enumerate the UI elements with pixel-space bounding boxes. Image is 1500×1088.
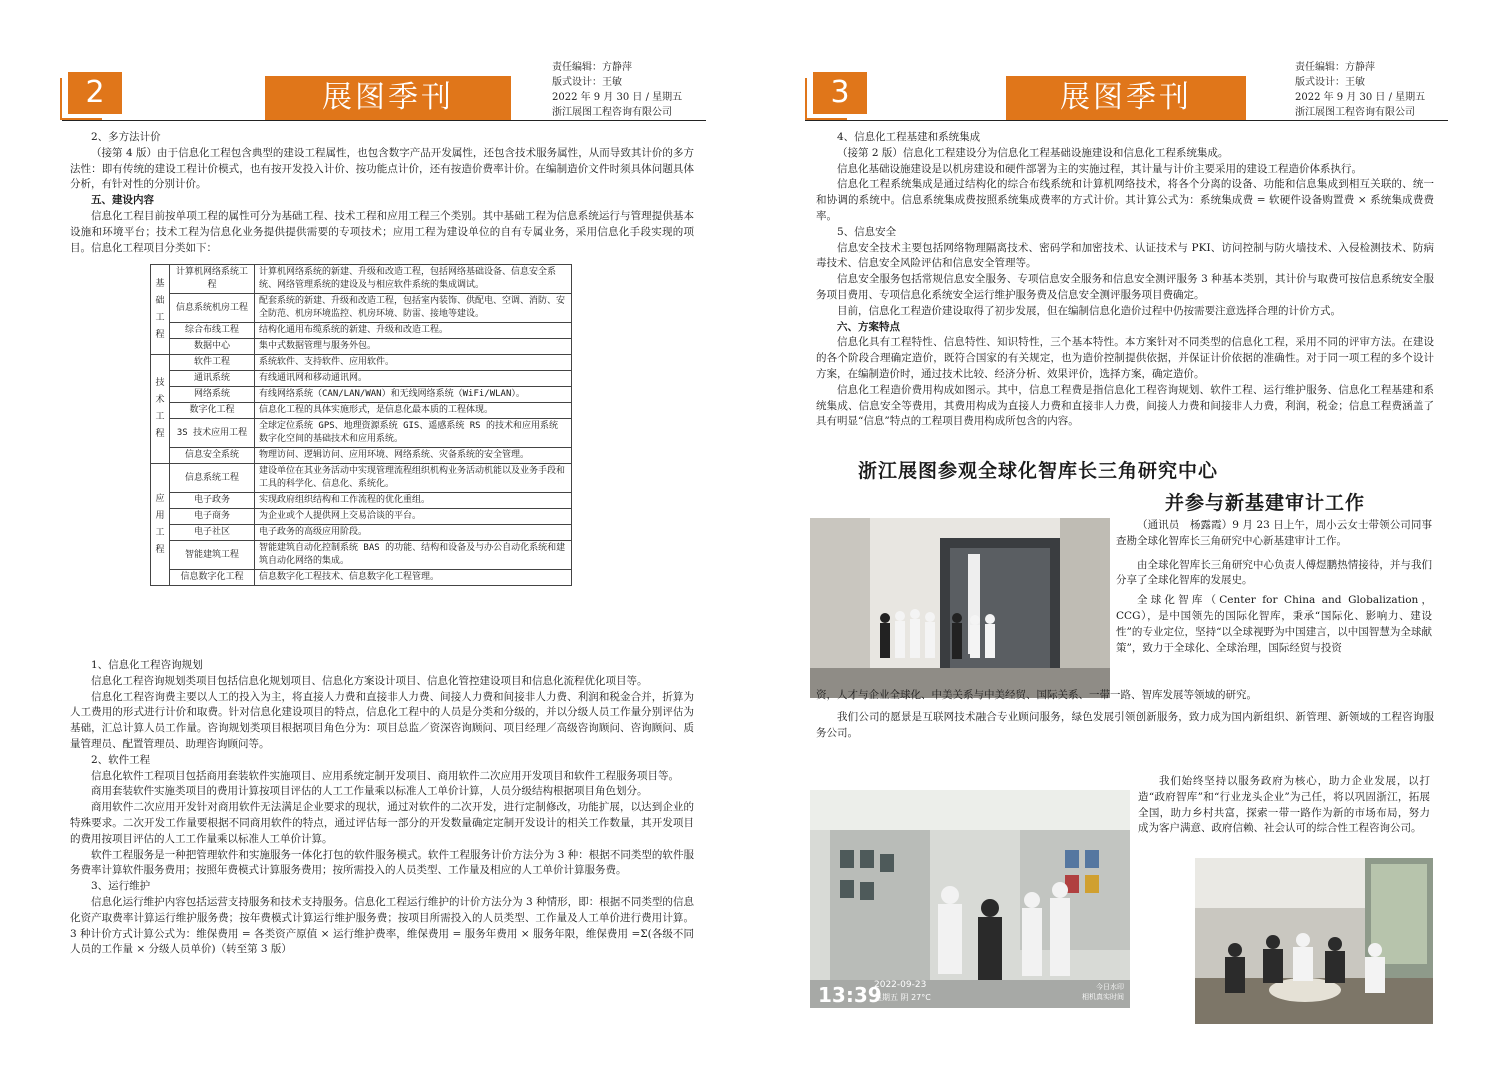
table-cell-name: 信息系统工程 [170,464,255,493]
editor: 责任编辑：方静萍 [1295,62,1375,73]
photo-timestamp-time: 13:39 [818,983,882,1007]
company-name: 浙江展图工程咨询有限公司 [1295,107,1415,118]
table-cell-desc: 配套系统的新建、升级和改造工程，包括室内装饰、供配电、空调、消防、安全防范、机房环境监控、机房环境、防雷、接地等建设。 [255,294,572,323]
paragraph: 信息化具有工程特性、信息特性、知识特性，三个基本特性。本方案针对不同类型的信息化工程，采用不同的评审方法。在建设的各个阶段合理确定造价，既符合国家的有关规定，也为造价控制提供依据，并保证计价依据的准确性。对于同一项工程的多个设计方案，在编制造价时，通过技术比较、经济分析、效果评价，选择方案，确定造价。 [816,336,1434,380]
paragraph: 信息安全服务包括常规信息安全服务、专项信息安全服务和信息安全测评服务 3 种基本类别，其计价与取费可按信息系统安全服务项目费用、专项信息化系统安全运行维护服务费及信息安全测评服务项目费确定。 [816,273,1434,301]
news-body-right-column [1116,518,1432,656]
table-cell-desc: 电子政务的高级应用阶段。 [255,525,572,541]
table-group-label [151,464,170,586]
paragraph: 2、多方法计价 [91,131,161,143]
table-cell-name: 电子社区 [170,525,255,541]
table-cell-name: 电子政务 [170,493,255,509]
group-label-char: 程 [155,544,165,555]
table-row [151,371,572,387]
table-row [151,323,572,339]
news-body-closing [1138,774,1430,837]
paragraph: 4、信息化工程基建和系统集成 [837,131,981,143]
news-paragraph: 由全球化智库长三角研究中心负责人傅煜鹏热情接待，并与我们分享了全球化智库的发展史。 [1116,558,1432,587]
table-group-label [151,265,170,355]
table-row [151,294,572,323]
table-cell-name: 数据中心 [170,339,255,355]
article-body-top [70,130,694,256]
paragraph: 信息安全技术主要包括网络物理隔离技术、密码学和加密技术、认证技术与 PKI、访问控制与防火墙技术、入侵检测技术、防病毒技术、信息安全风险评估和信息安全管理等。 [816,241,1434,270]
table-row [151,419,572,448]
photo-watermark [1082,982,1124,1002]
table-row [151,525,572,541]
classification-table [150,264,572,586]
group-label-char: 用 [155,510,165,521]
paragraph: 信息化工程目前按单项工程的属性可分为基础工程、技术工程和应用工程三个类别。其中基础工程为信息系统运行与管理提供基本设施和环境平台；技术工程为信息化业务提供提供需要的专项技术；应用工程为建设单位的自有专属业务，采用信息化手段实现的项目。信息化工程项目分类如下： [70,209,694,254]
designer: 版式设计：王敏 [552,77,622,88]
photo-timestamp-date: 2022-09-23 [874,980,927,990]
table-row [151,355,572,371]
paragraph: 信息化基础设施建设是以机房建设和硬件部署为主的实施过程，其计量与计价主要采用的建设工程造价体系执行。 [837,162,1362,175]
company-name: 浙江展图工程咨询有限公司 [552,107,672,118]
paragraph: 信息化工程咨询费主要以人工的投入为主，将直接人力费和直接非人力费、间接人力费和间接非人力费、利润和税金合并，折算为人工费用的形式进行计价和取费。针对信息化建设项目的特点，信息化工程中的人员是分类和分级的，并以分级人员工作量分别评估为基础，汇总计算人员工作量。咨询规划类项目根据项目角色分为：项目总监／资深咨询顾问、项目经理／高级咨询顾问、咨询顾问、质量管理员、配置管理员、助理咨询顾问等。 [70,690,694,750]
header-rule [62,120,706,121]
paragraph: （接第 4 版）由于信息化工程包含典型的建设工程属性，也包含数字产品开发属性，还包含技术服务属性，从而导致其计价的多方法性：即有传统的建设工程计价模式，也有按开发投入计价、按功能点计价，还有按造价费率计价。在编制造价文件时须具体问题具体分析，有针对性的分别计价。 [70,146,694,191]
table-cell-desc: 物理访问、逻辑访问、应用环境、网络系统、灾备系统的安全管理。 [255,448,572,464]
table-row [151,541,572,570]
table-cell-desc: 系统软件、支持软件、应用软件。 [255,355,572,371]
page-number: 3 [813,72,867,114]
table-cell-desc: 为企业或个人提供网上交易洽谈的平台。 [255,509,572,525]
issue-date: 2022 年 9 月 30 日 / 星期五 [552,92,683,103]
group-label-char: 础 [155,295,165,306]
table-cell-desc: 智能建筑自动化控制系统 BAS 的功能、结构和设备及与办公自动化系统和建筑自动化网络的集成。 [255,541,572,570]
paragraph: 信息化工程系统集成是通过结构化的综合布线系统和计算机网络技术，将各个分离的设备、功能和信息集成到相互关联的、统一和协调的系统中。信息系统集成费按照系统集成费率的方式计价。其计算公式为：系统集成费 = 软硬件设备购置费 × 系统集成费费率。 [816,178,1434,222]
table-row [151,448,572,464]
photo-timestamp-weather: 星期五 阴 27°C [874,993,931,1002]
table-cell-desc: 信息化工程的具体实施形式，是信息化最本质的工程体现。 [255,403,572,419]
news-body-full-width [816,688,1434,741]
photo-group-entrance [810,518,1110,698]
photo-meeting-room [1195,858,1433,1024]
paragraph: 信息化运行维护内容包括运营支持服务和技术支持服务。信息化工程运行维护的计价方法分为 3 种情形，即：根据不同类型的信息化资产取费率计算运行维护服务费；按年费模式计算运行维护服务费；按项目所需投入的人员类型、工作量及人工单价进行费用计算。3 种计价方式计算公式为：维保费用 = 各类资产原值 × 运行维护费率，维保费用 = 服务年费用 × 服务年限，维保费用 =Σ(各级不同人员的工作量 × 分级人员单价)（转至第 3 版） [70,895,694,956]
table-cell-name: 信息数字化工程 [170,570,255,586]
table-cell-desc: 全球定位系统 GPS、地理资源系统 GIS、遥感系统 RS 的技术和应用系统数字化空间的基础技术和应用系统。 [255,419,572,448]
table-cell-desc: 建设单位在其业务活动中实现管理流程组织机构业务活动机能以及业务手段和工具的科学化、信息化、系统化。 [255,464,572,493]
table-cell-name: 计算机网络系统工程 [170,265,255,294]
photo-watermark-line: 相机真实时间 [1082,993,1124,1001]
table-cell-name: 信息安全系统 [170,448,255,464]
group-label-char: 程 [155,329,165,340]
photo-exhibit-hall [810,790,1130,1008]
section-heading: 六、方案特点 [837,320,900,333]
table-cell-name: 电子商务 [170,509,255,525]
header-rule [805,120,1448,121]
table-cell-name: 智能建筑工程 [170,541,255,570]
table-cell-desc: 信息数字化工程技术、信息数字化工程管理。 [255,570,572,586]
group-label-char: 技 [155,378,165,388]
article-body-top [816,130,1434,430]
table-row [151,509,572,525]
table-cell-name: 通讯系统 [170,371,255,387]
page-number: 2 [68,72,122,114]
masthead-meta [1295,60,1425,120]
group-label-char: 工 [155,527,165,538]
table-row [151,464,572,493]
news-paragraph: 我们公司的愿景是互联网技术融合专业顾问服务，绿色发展引领创新服务，致力成为国内新组织、新管理、新领域的工程咨询服务公司。 [816,710,1434,739]
paragraph: 目前，信息化工程造价建设取得了初步发展，但在编制信息化造价过程中仍按需要注意选择合理的计价方式。 [837,304,1341,317]
table-cell-name: 软件工程 [170,355,255,371]
table-cell-desc: 结构化通用布缆系统的新建、升级和改造工程。 [255,323,572,339]
group-label-char: 工 [155,312,165,323]
table-cell-name: 信息系统机房工程 [170,294,255,323]
news-paragraph: 资，人才与企业全球化、中美关系与中美经贸、国际关系、一带一路、智库发展等领域的研究。 [816,689,1257,701]
table-cell-name: 综合布线工程 [170,323,255,339]
group-label-char: 程 [155,429,165,439]
table-group-label [151,355,170,464]
table-row [151,387,572,403]
paragraph: 信息化工程造价费用构成如图示。其中，信息工程费是指信息化工程咨询规划、软件工程、运行维护服务、信息化工程基建和系统集成、信息安全等费用，其费用构成为直接人力费和直接非人力费，间接人力费和间接非人力费，利润，税金；信息工程费涵盖了具有明显“信息”特点的工程项目费用构成所包含的内容。 [816,383,1434,428]
paragraph: 信息化工程咨询规划类项目包括信息化规划项目、信息化方案设计项目、信息化管控建设项目和信息化流程优化项目等。 [91,674,648,687]
page-3 [750,0,1500,1088]
table-row [151,493,572,509]
issue-date: 2022 年 9 月 30 日 / 星期五 [1295,92,1426,103]
table-cell-name: 3S 技术应用工程 [170,419,255,448]
section-heading: 五、建设内容 [91,194,154,207]
paragraph: 商用软件二次应用开发针对商用软件无法满足企业要求的现状，通过对软件的二次开发，进行定制修改，功能扩展，以达到企业的特殊要求。二次开发工作量要根据不同商用软件的特点，通过评估每一部分的开发数量确定定制开发设计的相关工作数量，其开发项目的费用按项目评估的人工工作量乘以标准人工单价计算。 [70,801,694,845]
news-headline-line1: 浙江展图参观全球化智库长三角研究中心 [858,460,1219,482]
paragraph: 信息化软件工程项目包括商用套装软件实施项目、应用系统定制开发项目、商用软件二次应用开发项目和软件工程服务项目等。 [91,769,679,782]
table-row [151,570,572,586]
designer: 版式设计：王敏 [1295,77,1365,88]
news-paragraph: 我们始终坚持以服务政府为核心，助力企业发展，以打造“政府智库”和“行业龙头企业”为己任，将以巩固浙江，拓展全国，助力乡村共富，探索一带一路作为新的市场布局，努力成为客户满意、政府信赖、社会认可的综合性工程咨询公司。 [1138,775,1430,835]
table-row [151,339,572,355]
masthead-meta [552,60,682,120]
news-headline-line2: 并参与新基建审计工作 [1165,492,1366,514]
paragraph: 软件工程服务是一种把管理软件和实施服务一体化打包的软件服务模式。软件工程服务计价方法分为 3 种：根据不同类型的软件服务费率计算软件服务费用；按照年费模式计算服务费用；按所需投入的人员类型、工作量及相应的人工单价计算服务费。 [70,848,694,877]
paragraph: 3、运行维护 [91,880,151,893]
group-label-char: 基 [155,278,165,289]
masthead-banner: 展图季刊 [265,76,511,120]
table-row [151,403,572,419]
paragraph: 5、信息安全 [837,225,897,238]
table-cell-desc: 有线通讯网和移动通讯网。 [255,371,572,387]
table-cell-name: 网络系统 [170,387,255,403]
table-row [151,265,572,294]
table-cell-name: 数字化工程 [170,403,255,419]
editor: 责任编辑：方静萍 [552,62,632,73]
article-body-bottom [70,658,694,958]
news-paragraph: （通讯员 杨露霞）9 月 23 日上午，周小云女士带领公司同事查勘全球化智库长三角研究中心新基建审计工作。 [1116,519,1432,547]
masthead-banner: 展图季刊 [1006,76,1246,120]
paragraph: （接第 2 版）信息化工程建设分为信息化工程基础设施建设和信息化工程系统集成。 [837,146,1229,159]
news-paragraph: 全球化智库（Center for China and Globalization，CCG），是中国领先的国际化智库，秉承“国际化、影响力、建设性”的专业定位，坚持“以全球视野为中国建言，以中国智慧为全球献策”，致力于全球化、全球治理，国际经贸与投资 [1116,594,1432,654]
table-cell-desc: 有线网络系统（CAN/LAN/WAN）和无线网络系统（WiFi/WLAN）。 [255,387,572,403]
table-cell-desc: 实现政府组织结构和工作流程的优化重组。 [255,493,572,509]
table-cell-desc: 集中式数据管理与服务外包。 [255,339,572,355]
paragraph: 1、信息化工程咨询规划 [91,659,203,671]
group-label-char: 应 [155,493,165,504]
paragraph: 商用套装软件实施类项目的费用计算按项目评估的人工工作量乘以标准人工单价计算，人员分级结构根据项目角色划分。 [91,785,648,798]
photo-watermark-line: 今日水印 [1096,983,1124,991]
table-cell-desc: 计算机网络系统的新建、升级和改造工程，包括网络基础设备、信息安全系统、网络管理系统的建设及与相应软件系统的集成调试。 [255,265,572,294]
paragraph: 2、软件工程 [91,753,151,766]
group-label-char: 工 [155,412,165,422]
group-label-char: 术 [155,395,165,405]
